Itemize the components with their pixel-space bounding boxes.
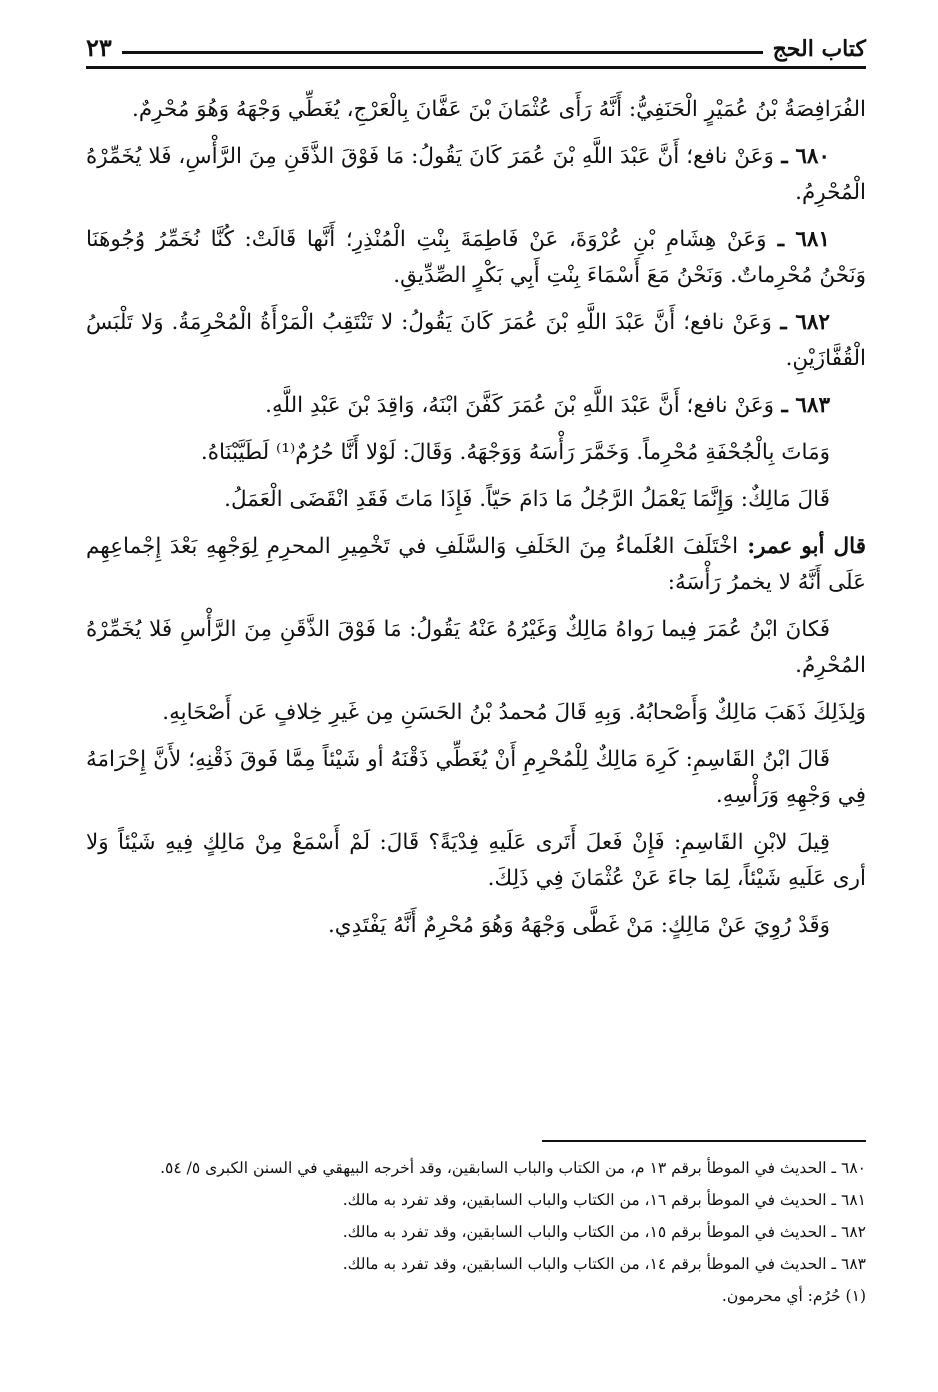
main-text [86, 92, 866, 955]
paragraph [86, 742, 866, 814]
page-header [86, 20, 866, 62]
book-page [86, 0, 866, 1392]
hadith-number: ٦٨٣ ـ [774, 393, 830, 418]
paragraph [86, 612, 866, 684]
paragraph-text: وَعَنْ نافع؛ أَنَّ عَبْدَ اللَّهِ بْنَ عُمَرَ كَانَ يَقُولُ: مَا فَوْقَ الذَّقَنِ مِنَ الرَّأْسِ، فَلا يُخَمِّرْهُ الْمُحْرِمُ. [86, 144, 866, 205]
paragraph-text: قِيلَ لابْنِ القَاسِمِ: فَإِنْ فَعلَ أَتَرى عَلَيهِ فِدْيَةً؟ قَالَ: لَمْ أَسْمَعْ مِنْ مَالِكٍ فِيهِ شَيْئاً وَلا أرى عَلَيهِ شَيْئاً، لِمَا جاءَ عَنْ عُثْمَانَ فِي ذَلِكَ. [86, 830, 866, 891]
hadith-number: ٦٨٠ ـ [773, 144, 830, 169]
footnote: ٦٨١ ـ الحديث في الموطأ برقم ١٦، من الكتاب والباب السابقين، وقد تفرد به مالك. [342, 1191, 866, 1209]
paragraph-text: وَعَنْ هِشَامِ بْنِ عُرْوَةَ، عَنْ فَاطِمَةَ بِنْتِ الْمُنْذِرِ؛ أَنَّها قَالَتْ: كُنَّا نُخَمِّرُ وُجُوهَنَا وَنَحْنُ مُحْرِماتٌ. وَنَحْنُ مَعَ أَسْمَاءَ بِنْتِ أَبِي بَكْرٍ الصِّدِّيقِ. [86, 227, 866, 288]
hadith-681 [86, 222, 866, 294]
paragraph-text: قَالَ ابْنُ القَاسِمِ: كَرِهَ مَالِكٌ لِلْمُحْرِمِ أَنْ يُغَطِّي ذَقْنَهُ أو شَيْئاً مِمَّا فَوقَ ذَقْنِهِ؛ لأَنَّ إِحْرَامَهُ فِي وَجْهِهِ وَرَأْسِهِ. [86, 747, 866, 808]
paragraph-text: فَكانَ ابْنُ عُمَرَ فِيما رَواهُ مَالِكٌ وَغَيْرُهُ عَنْهُ يَقُولُ: مَا فَوْقَ الذَّقَنِ مِنَ الرَّأْسِ فَلا يُخَمِّرْهُ المُحْرِمُ. [86, 617, 866, 678]
paragraph-text: قَالَ مَالِكٌ: وَإِنَّمَا يَعْمَلُ الرَّجُلُ مَا دَامَ حَيّاً. فَإِذَا مَاتَ فَقَدِ انْقَضَى الْعَمَلُ. [224, 487, 830, 512]
paragraph-text: الفُرَافِصَةُ بْنُ عُمَيْرٍ الْحَنَفِيُّ: أَنَّهُ رَأَى عُثْمَانَ بْنَ عَفَّانَ بِالْعَرْجِ، يُغَطِّي وَجْهَهُ وَهُوَ مُحْرِمٌ. [132, 97, 866, 122]
hadith-680 [86, 139, 866, 211]
paragraph [86, 695, 866, 731]
hadith-682 [86, 305, 866, 377]
commentary-intro [86, 529, 866, 601]
paragraph-text: وَلِذَلِكَ ذَهَبَ مَالِكٌ وَأَصْحابُهُ. وَبِهِ قَالَ مُحمدُ بْنُ الحَسَنِ مِن غَيرِ خِلافٍ عَن أَصْحَابِهِ. [162, 700, 866, 725]
footnotes [86, 1154, 866, 1314]
paragraph-text: وَقَدْ رُوِيَ عَنْ مَالِكٍ: مَنْ غَطَّى وَجْهَهُ وَهُوَ مُحْرِمٌ أَنَّهُ يَفْتَدِي. [327, 913, 830, 938]
paragraph [86, 825, 866, 897]
footnote: (١) حُرُم: أي محرمون. [721, 1287, 866, 1305]
hadith-683 [86, 388, 866, 424]
paragraph-text: وَمَاتَ بِالْجُحْفَةِ مُحْرِماً. وَخَمَّرَ رَأْسَهُ وَوَجْهَهُ. وَقَالَ: لَوْلا أَنَّا حُرُمٌ⁽¹⁾ لَطَيَّبْنَاهُ. [200, 440, 830, 465]
header-line [122, 51, 763, 54]
footnote: ٦٨٢ ـ الحديث في الموطأ برقم ١٥، من الكتاب والباب السابقين، وقد تفرد به مالك. [342, 1223, 866, 1241]
paragraph-text: وَعَنْ نافع؛ أَنَّ عَبْدَ اللَّهِ بْنَ عُمَرَ كَانَ يَقُولُ: لا تَنْتَقِبُ الْمَرْأَةُ الْمُحْرِمَةُ. وَلا تَلْبَسُ الْقُفَّازَيْنِ. [86, 310, 866, 371]
header-rule [86, 66, 866, 69]
paragraph [86, 908, 866, 944]
hadith-number: ٦٨١ ـ [766, 227, 830, 252]
hadith-number: ٦٨٢ ـ [771, 310, 830, 335]
footnote: ٦٨٠ ـ الحديث في الموطأ برقم ١٣ م، من الكتاب والباب السابقين، وقد أخرجه البيهقي في السنن الكبرى ٥/ ٥٤. [160, 1159, 866, 1177]
paragraph-text: اخْتَلَفَ العُلَماءُ مِنَ الخَلَفِ وَالسَّلَفِ في تَخْمِيرِ المحرِمِ لِوَجْهِهِ بَعْدَ إِجْماعِهِم عَلَى أَنَّهُ لا يخمرُ رَأْسَهُ: [86, 534, 866, 595]
footnote: ٦٨٣ ـ الحديث في الموطأ برقم ١٤، من الكتاب والباب السابقين، وقد تفرد به مالك. [342, 1255, 866, 1273]
footnote-separator [542, 1140, 866, 1142]
commentary-label: قال أبو عمر: [738, 534, 867, 559]
chapter-title: كتاب الحج [772, 36, 866, 62]
paragraph [86, 92, 866, 128]
paragraph [86, 482, 866, 518]
paragraph-text: وَعَنْ نافع؛ أَنَّ عَبْدَ اللَّهِ بْنَ عُمَرَ كَفَّنَ ابْنَهُ، وَاقِدَ بْنَ عَبْدِ اللَّهِ. [265, 393, 775, 418]
paragraph [86, 435, 866, 471]
page-number: ٢٣ [86, 33, 112, 62]
